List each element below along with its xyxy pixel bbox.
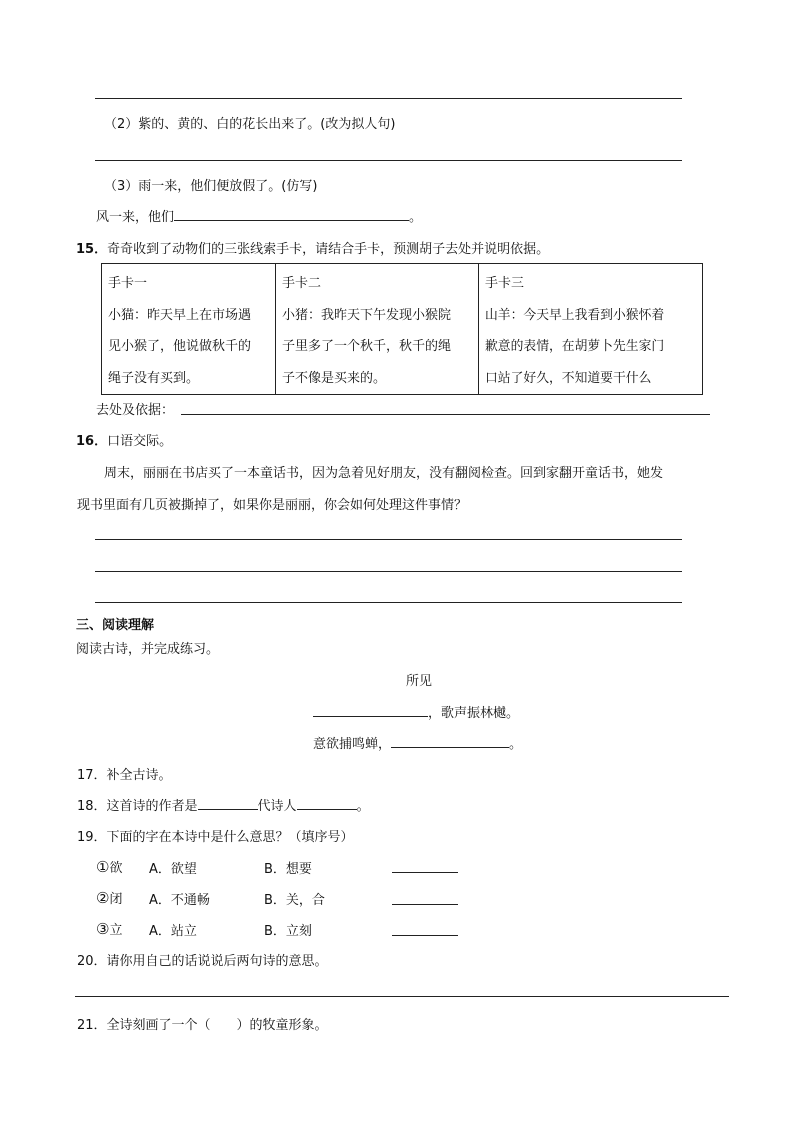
question-number: 16． (76, 434, 108, 449)
item-char: 闭 (109, 892, 123, 907)
poem-line-2-end: 。 (509, 737, 523, 752)
q15-answer-row (96, 399, 174, 418)
card-line: 子不像是买来的。 (282, 370, 387, 386)
poem-line-2-text: 意欲捕鸣蝉， (313, 737, 392, 752)
q14-part2: （2）紫的、黄的、白的花长出来了。(改为拟人句) (104, 117, 396, 132)
q16-paragraph-line: 周末，丽丽在书店买了一本童话书，因为急着见好朋友，没有翻阅检查。回到家翻开童话书，她发 (104, 466, 664, 481)
item-char: 欲 (109, 861, 123, 876)
q17-question: 17．补全古诗。 (77, 768, 172, 783)
answer-line[interactable] (95, 160, 682, 161)
card-line: 见小猴了，他说做秋千的 (108, 339, 252, 354)
q20-question: 20．请你用自己的话说说后两句诗的意思。 (77, 954, 328, 969)
q19-item-3 (96, 919, 122, 938)
q21-question: 21．全诗刻画了一个（ ）的牧童形象。 (77, 1018, 328, 1033)
fill-blank[interactable] (174, 208, 409, 221)
option-a: A．不通畅 (149, 893, 210, 908)
q16-paragraph-line: 现书里面有几页被撕掉了，如果你是丽丽，你会如何处理这件事情？ (77, 498, 468, 513)
fill-blank[interactable] (297, 797, 357, 810)
poem-line-1-text: ，歌声振林樾。 (428, 706, 520, 721)
q15-question (76, 238, 549, 257)
option-a: A．欲望 (149, 862, 197, 877)
q19-question: 19．下面的字在本诗中是什么意思？（填序号） (77, 830, 354, 845)
q19-item-2 (96, 888, 122, 907)
q18-prefix: 18．这首诗的作者是 (77, 799, 198, 814)
answer-blank[interactable] (392, 935, 458, 936)
card-line: 小猫：昨天早上在市场遇 (108, 307, 252, 323)
card-line: 歉意的表情，在胡萝卜先生家门 (485, 339, 665, 354)
poem-line-1 (313, 702, 519, 721)
option-b: B．关，合 (264, 893, 325, 908)
option-a: A．站立 (149, 924, 197, 939)
answer-line[interactable] (95, 602, 682, 603)
q18-mid: 代诗人 (257, 799, 297, 814)
clue-card-3 (479, 264, 703, 395)
option-b: B．想要 (264, 862, 312, 877)
answer-line[interactable] (75, 996, 729, 997)
q18-suffix: 。 (356, 799, 370, 814)
q19-item-1 (96, 857, 122, 876)
item-number: ① (96, 858, 110, 876)
q16-question (76, 430, 172, 449)
fill-blank[interactable] (198, 797, 258, 810)
answer-blank[interactable] (392, 904, 458, 905)
q14-part3-fill (96, 206, 422, 225)
clue-card-1 (102, 264, 276, 395)
card-line: 绳子没有买到。 (108, 370, 200, 386)
answer-line[interactable] (95, 539, 682, 540)
item-number: ② (96, 889, 110, 907)
clue-card-2 (276, 264, 479, 395)
question-text: 口语交际。 (107, 434, 173, 449)
q18-question (77, 795, 370, 814)
card-line: 子里多了一个秋千，秋千的绳 (282, 339, 452, 354)
poem-line-2 (313, 733, 522, 752)
q14-part3-prefix: 风一来，他们 (96, 210, 175, 225)
answer-line[interactable] (95, 571, 682, 572)
fill-blank[interactable] (391, 735, 509, 748)
q15-answer-label: 去处及依据： (96, 403, 175, 418)
option-b: B．立刻 (264, 924, 312, 939)
item-number: ③ (96, 920, 110, 938)
q14-part3: （3）雨一来，他们便放假了。(仿写) (104, 179, 318, 194)
clue-cards-table (101, 263, 703, 395)
card-title: 手卡二 (282, 276, 322, 291)
card-line: 山羊：今天早上我看到小猴怀着 (485, 307, 665, 323)
poem-title: 所见 (406, 674, 433, 689)
fill-blank[interactable] (313, 704, 428, 717)
question-text: 奇奇收到了动物们的三张线索手卡，请结合手卡，预测胡子去处并说明依据。 (107, 242, 550, 257)
answer-blank[interactable] (392, 872, 458, 873)
card-line: 口站了好久，不知道要干什么 (485, 370, 652, 386)
q14-part3-suffix: 。 (409, 210, 423, 225)
section-heading: 三、阅读理解 (76, 618, 155, 633)
answer-line[interactable] (95, 98, 682, 99)
answer-line[interactable] (181, 414, 710, 415)
card-title: 手卡一 (108, 276, 148, 291)
card-line: 小猪：我昨天下午发现小猴院 (282, 307, 452, 323)
question-number: 15． (76, 242, 108, 257)
card-title: 手卡三 (485, 276, 525, 291)
item-char: 立 (109, 923, 123, 938)
section-intro: 阅读古诗，并完成练习。 (76, 642, 220, 657)
